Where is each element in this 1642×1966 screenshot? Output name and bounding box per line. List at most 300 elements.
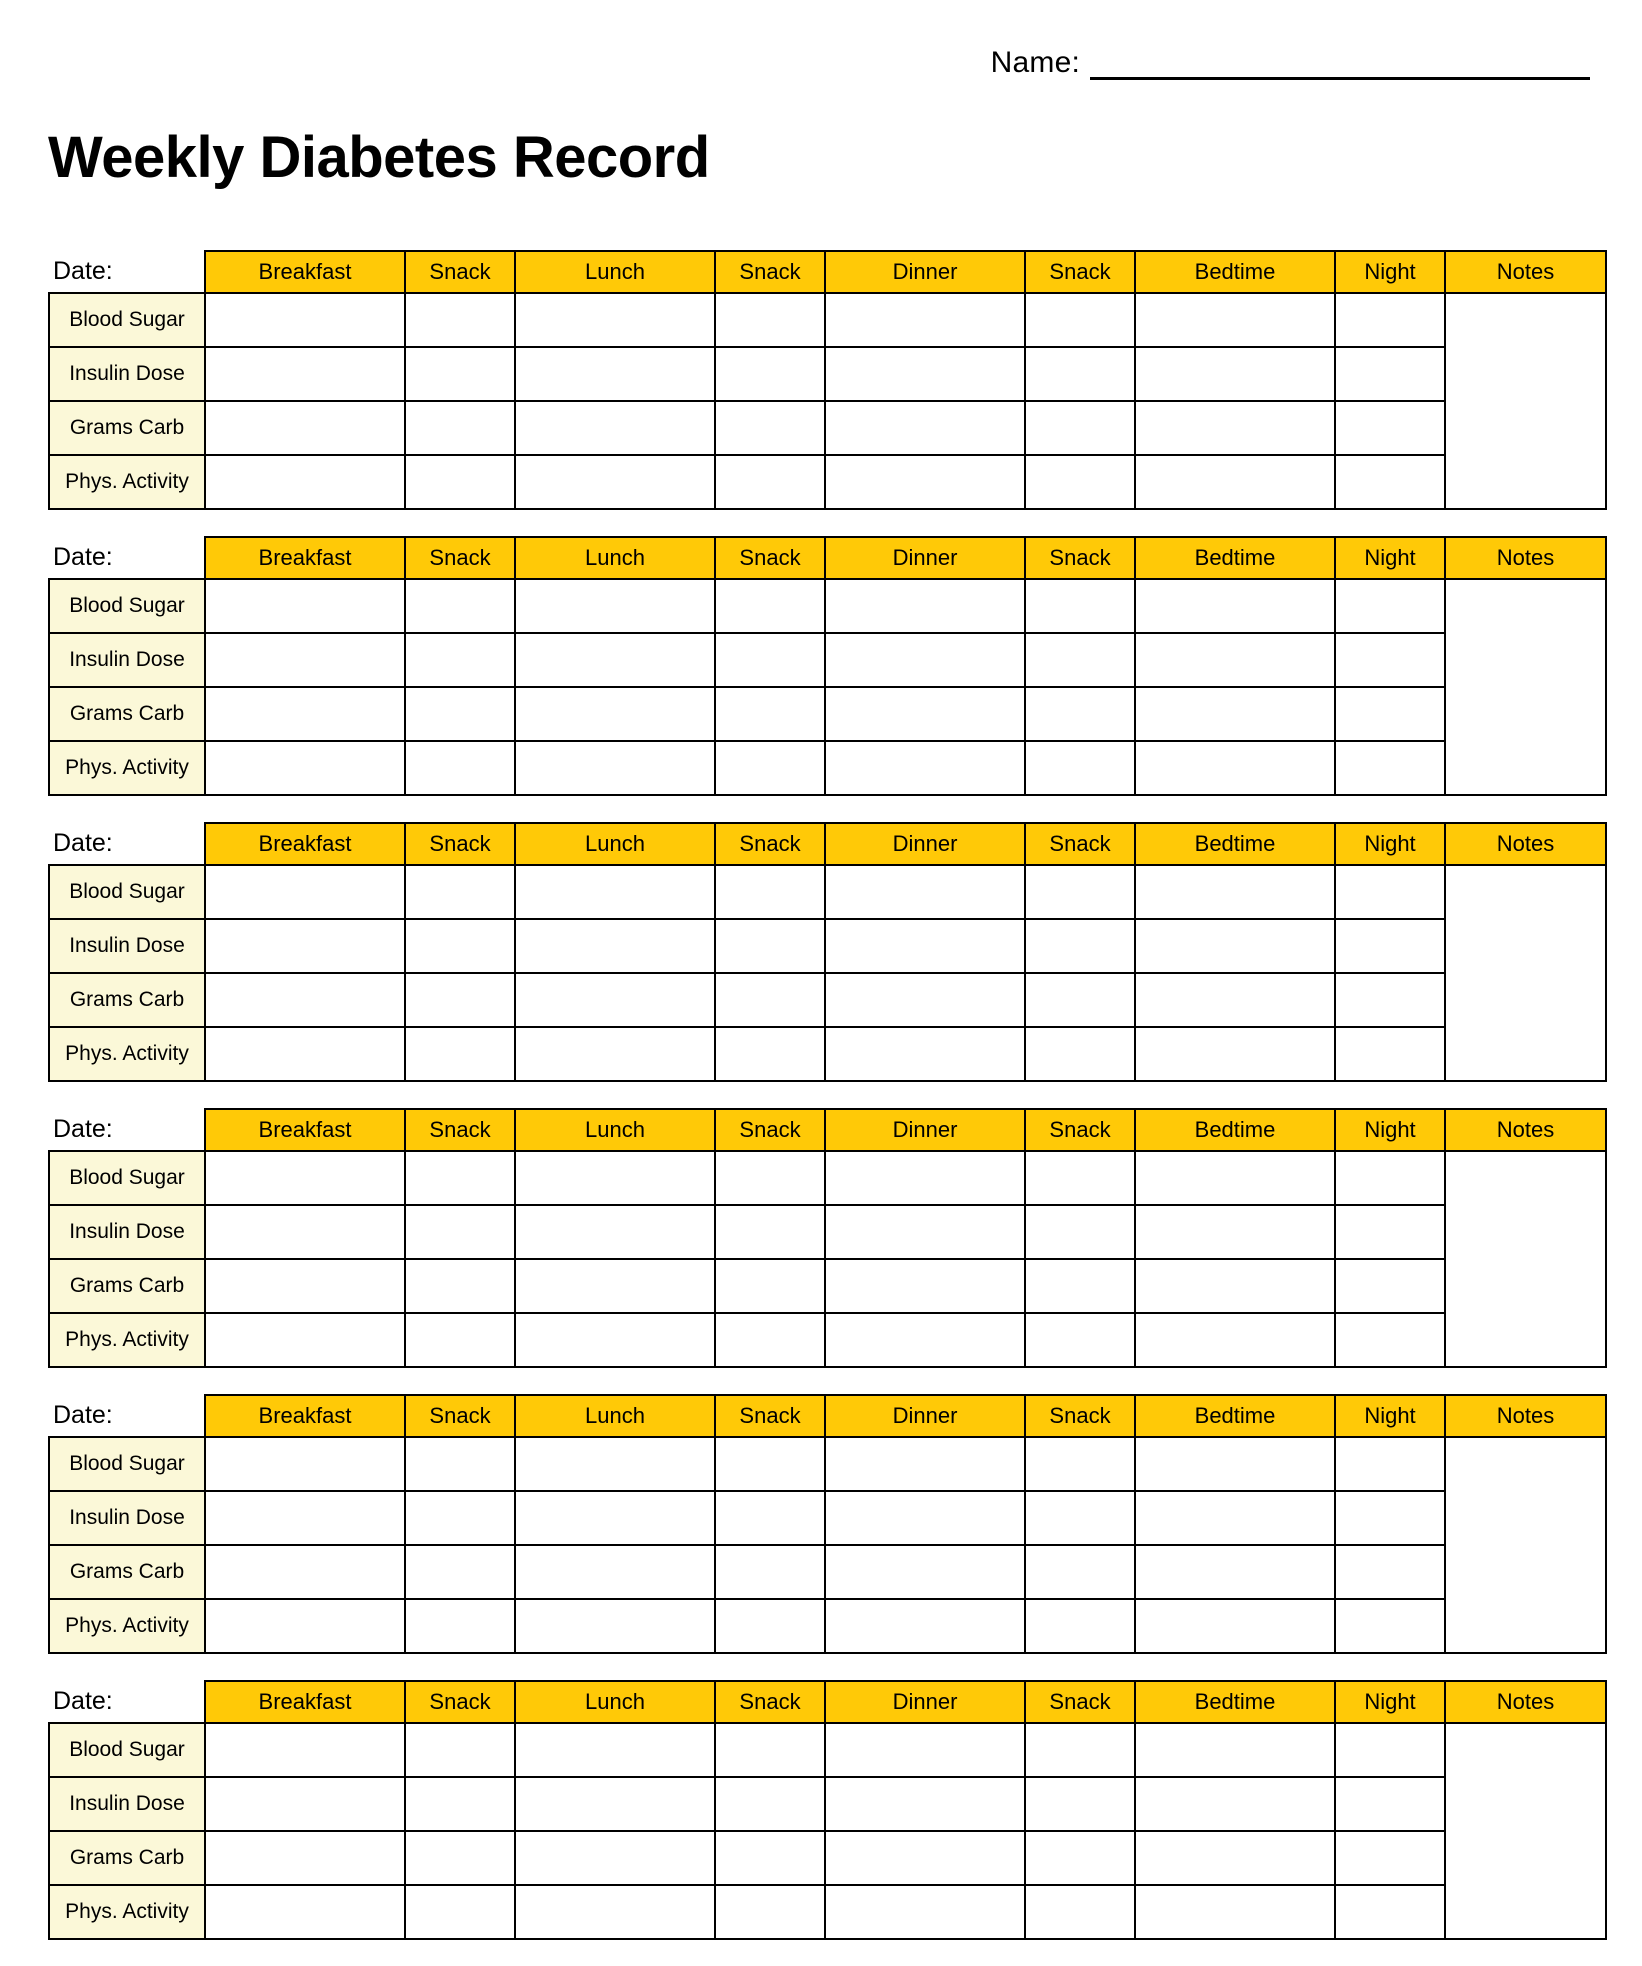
table-row [49, 687, 1606, 741]
column-header-bedtime: Bedtime [1135, 251, 1335, 293]
entry-cell[interactable] [405, 1259, 515, 1313]
column-header-breakfast: Breakfast [205, 1109, 405, 1151]
entry-cell[interactable] [715, 1831, 825, 1885]
entry-cell[interactable] [825, 579, 1025, 633]
entry-cell[interactable] [515, 1831, 715, 1885]
row-label-blood-sugar: Blood Sugar [49, 1723, 205, 1777]
notes-entry-cell[interactable] [1445, 1777, 1606, 1831]
entry-cell[interactable] [205, 1723, 405, 1777]
entry-cell[interactable] [1135, 1831, 1335, 1885]
column-header-lunch: Lunch [515, 251, 715, 293]
notes-entry-cell[interactable] [1445, 1437, 1606, 1491]
entry-cell[interactable] [1335, 1491, 1445, 1545]
column-header-lunch: Lunch [515, 1395, 715, 1437]
table-row [49, 1313, 1606, 1367]
table-row [49, 973, 1606, 1027]
row-label-phys--activity: Phys. Activity [49, 741, 205, 795]
table-row [49, 1885, 1606, 1939]
entry-cell[interactable] [1025, 1491, 1135, 1545]
entry-cell[interactable] [825, 1831, 1025, 1885]
entry-cell[interactable] [1025, 1831, 1135, 1885]
table-header-row [49, 823, 1606, 865]
entry-cell[interactable] [1025, 455, 1135, 509]
entry-cell[interactable] [1135, 1599, 1335, 1653]
table-row [49, 401, 1606, 455]
column-header-snack: Snack [1025, 823, 1135, 865]
entry-cell[interactable] [1335, 633, 1445, 687]
entry-cell[interactable] [1135, 741, 1335, 795]
entry-cell[interactable] [715, 919, 825, 973]
table-row [49, 1831, 1606, 1885]
entry-cell[interactable] [1025, 1885, 1135, 1939]
entry-cell[interactable] [515, 1545, 715, 1599]
entry-cell[interactable] [205, 293, 405, 347]
date-label[interactable]: Date: [49, 1395, 205, 1437]
column-header-dinner: Dinner [825, 823, 1025, 865]
entry-cell[interactable] [825, 1723, 1025, 1777]
entry-cell[interactable] [405, 1831, 515, 1885]
entry-cell[interactable] [715, 687, 825, 741]
entry-cell[interactable] [715, 293, 825, 347]
entry-cell[interactable] [1135, 1723, 1335, 1777]
entry-cell[interactable] [1025, 1599, 1135, 1653]
column-header-lunch: Lunch [515, 1109, 715, 1151]
entry-cell[interactable] [515, 973, 715, 1027]
entry-cell[interactable] [405, 1777, 515, 1831]
entry-cell[interactable] [205, 1205, 405, 1259]
entry-cell[interactable] [1025, 579, 1135, 633]
entry-cell[interactable] [1135, 1777, 1335, 1831]
table-row [49, 579, 1606, 633]
column-header-breakfast: Breakfast [205, 1395, 405, 1437]
entry-cell[interactable] [825, 1491, 1025, 1545]
table-row [49, 1723, 1606, 1777]
entry-cell[interactable] [825, 687, 1025, 741]
entry-cell[interactable] [1335, 1831, 1445, 1885]
table-header-row [49, 1109, 1606, 1151]
entry-cell[interactable] [405, 865, 515, 919]
entry-cell[interactable] [1135, 1313, 1335, 1367]
row-label-grams-carb: Grams Carb [49, 687, 205, 741]
entry-cell[interactable] [1335, 1027, 1445, 1081]
entry-cell[interactable] [825, 455, 1025, 509]
column-header-snack: Snack [1025, 1109, 1135, 1151]
entry-cell[interactable] [825, 1777, 1025, 1831]
entry-cell[interactable] [515, 1885, 715, 1939]
entry-cell[interactable] [205, 741, 405, 795]
entry-cell[interactable] [1335, 1599, 1445, 1653]
entry-cell[interactable] [515, 455, 715, 509]
entry-cell[interactable] [515, 1259, 715, 1313]
entry-cell[interactable] [515, 919, 715, 973]
entry-cell[interactable] [205, 865, 405, 919]
entry-cell[interactable] [205, 1885, 405, 1939]
entry-cell[interactable] [1335, 1545, 1445, 1599]
entry-cell[interactable] [1335, 973, 1445, 1027]
column-header-night: Night [1335, 1681, 1445, 1723]
entry-cell[interactable] [515, 1599, 715, 1653]
entry-cell[interactable] [405, 741, 515, 795]
entry-cell[interactable] [405, 1437, 515, 1491]
notes-entry-cell[interactable] [1445, 401, 1606, 455]
entry-cell[interactable] [405, 1205, 515, 1259]
row-label-insulin-dose: Insulin Dose [49, 1491, 205, 1545]
entry-cell[interactable] [515, 633, 715, 687]
entry-cell[interactable] [715, 1027, 825, 1081]
entry-cell[interactable] [1025, 865, 1135, 919]
table-row [49, 1151, 1606, 1205]
column-header-night: Night [1335, 1109, 1445, 1151]
entry-cell[interactable] [205, 633, 405, 687]
notes-entry-cell[interactable] [1445, 1599, 1606, 1653]
day-record-table [48, 536, 1607, 796]
entry-cell[interactable] [1135, 1437, 1335, 1491]
entry-cell[interactable] [1335, 401, 1445, 455]
entry-cell[interactable] [1335, 579, 1445, 633]
entry-cell[interactable] [515, 347, 715, 401]
entry-cell[interactable] [825, 865, 1025, 919]
entry-cell[interactable] [405, 1599, 515, 1653]
table-row [49, 1491, 1606, 1545]
entry-cell[interactable] [205, 1151, 405, 1205]
entry-cell[interactable] [1025, 347, 1135, 401]
entry-cell[interactable] [1025, 1545, 1135, 1599]
entry-cell[interactable] [205, 1491, 405, 1545]
entry-cell[interactable] [405, 633, 515, 687]
entry-cell[interactable] [1135, 1545, 1335, 1599]
entry-cell[interactable] [1135, 687, 1335, 741]
notes-entry-cell[interactable] [1445, 1313, 1606, 1367]
entry-cell[interactable] [205, 1831, 405, 1885]
record-tables [48, 250, 1605, 1966]
entry-cell[interactable] [715, 1313, 825, 1367]
entry-cell[interactable] [825, 1885, 1025, 1939]
entry-cell[interactable] [205, 919, 405, 973]
table-row [49, 1259, 1606, 1313]
entry-cell[interactable] [405, 347, 515, 401]
notes-entry-cell[interactable] [1445, 347, 1606, 401]
notes-entry-cell[interactable] [1445, 1491, 1606, 1545]
entry-cell[interactable] [1025, 1437, 1135, 1491]
entry-cell[interactable] [1135, 293, 1335, 347]
entry-cell[interactable] [1335, 347, 1445, 401]
entry-cell[interactable] [1025, 1313, 1135, 1367]
entry-cell[interactable] [405, 455, 515, 509]
date-label[interactable]: Date: [49, 537, 205, 579]
column-header-breakfast: Breakfast [205, 823, 405, 865]
entry-cell[interactable] [405, 401, 515, 455]
entry-cell[interactable] [825, 293, 1025, 347]
table-header-row [49, 251, 1606, 293]
entry-cell[interactable] [1025, 1151, 1135, 1205]
column-header-bedtime: Bedtime [1135, 1681, 1335, 1723]
notes-entry-cell[interactable] [1445, 633, 1606, 687]
entry-cell[interactable] [515, 1437, 715, 1491]
entry-cell[interactable] [515, 401, 715, 455]
entry-cell[interactable] [205, 1027, 405, 1081]
notes-entry-cell[interactable] [1445, 919, 1606, 973]
entry-cell[interactable] [405, 579, 515, 633]
entry-cell[interactable] [405, 1723, 515, 1777]
notes-entry-cell[interactable] [1445, 1205, 1606, 1259]
entry-cell[interactable] [405, 1545, 515, 1599]
entry-cell[interactable] [1335, 1885, 1445, 1939]
column-header-snack: Snack [715, 1395, 825, 1437]
notes-entry-cell[interactable] [1445, 1027, 1606, 1081]
column-header-breakfast: Breakfast [205, 251, 405, 293]
row-label-phys--activity: Phys. Activity [49, 1599, 205, 1653]
entry-cell[interactable] [825, 1027, 1025, 1081]
entry-cell[interactable] [405, 1491, 515, 1545]
entry-cell[interactable] [1135, 633, 1335, 687]
entry-cell[interactable] [205, 401, 405, 455]
entry-cell[interactable] [825, 1259, 1025, 1313]
entry-cell[interactable] [715, 1723, 825, 1777]
row-label-insulin-dose: Insulin Dose [49, 1205, 205, 1259]
entry-cell[interactable] [1025, 1777, 1135, 1831]
row-label-insulin-dose: Insulin Dose [49, 1777, 205, 1831]
entry-cell[interactable] [405, 293, 515, 347]
entry-cell[interactable] [405, 1027, 515, 1081]
table-row [49, 1777, 1606, 1831]
entry-cell[interactable] [715, 455, 825, 509]
entry-cell[interactable] [1135, 579, 1335, 633]
entry-cell[interactable] [1335, 455, 1445, 509]
entry-cell[interactable] [825, 1437, 1025, 1491]
row-label-phys--activity: Phys. Activity [49, 455, 205, 509]
entry-cell[interactable] [205, 1259, 405, 1313]
entry-cell[interactable] [1335, 865, 1445, 919]
entry-cell[interactable] [715, 1885, 825, 1939]
entry-cell[interactable] [515, 1313, 715, 1367]
column-header-bedtime: Bedtime [1135, 823, 1335, 865]
entry-cell[interactable] [205, 1437, 405, 1491]
entry-cell[interactable] [1025, 633, 1135, 687]
entry-cell[interactable] [1135, 1151, 1335, 1205]
entry-cell[interactable] [1025, 687, 1135, 741]
entry-cell[interactable] [1135, 1885, 1335, 1939]
notes-entry-cell[interactable] [1445, 293, 1606, 347]
entry-cell[interactable] [405, 1151, 515, 1205]
notes-entry-cell[interactable] [1445, 865, 1606, 919]
notes-entry-cell[interactable] [1445, 687, 1606, 741]
column-header-bedtime: Bedtime [1135, 1109, 1335, 1151]
entry-cell[interactable] [1335, 1151, 1445, 1205]
day-record-table [48, 1394, 1607, 1654]
entry-cell[interactable] [205, 1313, 405, 1367]
entry-cell[interactable] [715, 347, 825, 401]
entry-cell[interactable] [825, 1545, 1025, 1599]
entry-cell[interactable] [825, 401, 1025, 455]
entry-cell[interactable] [715, 1437, 825, 1491]
entry-cell[interactable] [715, 1259, 825, 1313]
entry-cell[interactable] [825, 633, 1025, 687]
entry-cell[interactable] [1335, 1723, 1445, 1777]
notes-entry-cell[interactable] [1445, 579, 1606, 633]
entry-cell[interactable] [205, 579, 405, 633]
row-label-phys--activity: Phys. Activity [49, 1027, 205, 1081]
entry-cell[interactable] [1025, 401, 1135, 455]
entry-cell[interactable] [515, 579, 715, 633]
entry-cell[interactable] [1135, 1205, 1335, 1259]
entry-cell[interactable] [205, 1777, 405, 1831]
entry-cell[interactable] [1335, 293, 1445, 347]
date-label[interactable]: Date: [49, 251, 205, 293]
notes-entry-cell[interactable] [1445, 1545, 1606, 1599]
entry-cell[interactable] [515, 293, 715, 347]
date-label[interactable]: Date: [49, 1109, 205, 1151]
table-row [49, 741, 1606, 795]
column-header-snack: Snack [405, 251, 515, 293]
entry-cell[interactable] [715, 1777, 825, 1831]
entry-cell[interactable] [715, 1205, 825, 1259]
table-row [49, 293, 1606, 347]
entry-cell[interactable] [515, 865, 715, 919]
entry-cell[interactable] [405, 973, 515, 1027]
notes-entry-cell[interactable] [1445, 455, 1606, 509]
entry-cell[interactable] [1335, 1437, 1445, 1491]
entry-cell[interactable] [1135, 865, 1335, 919]
entry-cell[interactable] [715, 579, 825, 633]
entry-cell[interactable] [515, 1723, 715, 1777]
notes-entry-cell[interactable] [1445, 973, 1606, 1027]
entry-cell[interactable] [1135, 455, 1335, 509]
entry-cell[interactable] [825, 1313, 1025, 1367]
entry-cell[interactable] [825, 1205, 1025, 1259]
row-label-grams-carb: Grams Carb [49, 401, 205, 455]
entry-cell[interactable] [405, 919, 515, 973]
table-row [49, 919, 1606, 973]
table-row [49, 1599, 1606, 1653]
entry-cell[interactable] [715, 1545, 825, 1599]
entry-cell[interactable] [715, 973, 825, 1027]
entry-cell[interactable] [1025, 741, 1135, 795]
entry-cell[interactable] [205, 347, 405, 401]
entry-cell[interactable] [205, 687, 405, 741]
entry-cell[interactable] [825, 1599, 1025, 1653]
column-header-snack: Snack [1025, 1681, 1135, 1723]
entry-cell[interactable] [825, 973, 1025, 1027]
column-header-lunch: Lunch [515, 537, 715, 579]
entry-cell[interactable] [1025, 293, 1135, 347]
entry-cell[interactable] [405, 1885, 515, 1939]
row-label-insulin-dose: Insulin Dose [49, 633, 205, 687]
notes-entry-cell[interactable] [1445, 1259, 1606, 1313]
entry-cell[interactable] [1335, 687, 1445, 741]
entry-cell[interactable] [1025, 1205, 1135, 1259]
notes-entry-cell[interactable] [1445, 1723, 1606, 1777]
row-label-blood-sugar: Blood Sugar [49, 1437, 205, 1491]
row-label-blood-sugar: Blood Sugar [49, 579, 205, 633]
entry-cell[interactable] [825, 919, 1025, 973]
entry-cell[interactable] [1335, 1313, 1445, 1367]
entry-cell[interactable] [205, 973, 405, 1027]
table-row [49, 865, 1606, 919]
entry-cell[interactable] [515, 687, 715, 741]
row-label-phys--activity: Phys. Activity [49, 1885, 205, 1939]
entry-cell[interactable] [1335, 1259, 1445, 1313]
entry-cell[interactable] [715, 865, 825, 919]
entry-cell[interactable] [1135, 1027, 1335, 1081]
entry-cell[interactable] [205, 455, 405, 509]
column-header-notes: Notes [1445, 823, 1606, 865]
column-header-bedtime: Bedtime [1135, 1395, 1335, 1437]
table-row [49, 633, 1606, 687]
entry-cell[interactable] [1335, 919, 1445, 973]
entry-cell[interactable] [405, 1313, 515, 1367]
entry-cell[interactable] [715, 1491, 825, 1545]
entry-cell[interactable] [1135, 401, 1335, 455]
row-label-blood-sugar: Blood Sugar [49, 1151, 205, 1205]
entry-cell[interactable] [1135, 973, 1335, 1027]
entry-cell[interactable] [515, 741, 715, 795]
table-row [49, 347, 1606, 401]
notes-entry-cell[interactable] [1445, 1151, 1606, 1205]
entry-cell[interactable] [1135, 1491, 1335, 1545]
column-header-dinner: Dinner [825, 537, 1025, 579]
column-header-snack: Snack [405, 1109, 515, 1151]
date-label[interactable]: Date: [49, 823, 205, 865]
column-header-breakfast: Breakfast [205, 1681, 405, 1723]
notes-entry-cell[interactable] [1445, 1885, 1606, 1939]
entry-cell[interactable] [715, 1599, 825, 1653]
entry-cell[interactable] [1335, 1205, 1445, 1259]
column-header-snack: Snack [715, 251, 825, 293]
entry-cell[interactable] [1135, 347, 1335, 401]
entry-cell[interactable] [825, 1151, 1025, 1205]
notes-entry-cell[interactable] [1445, 1831, 1606, 1885]
table-row [49, 1437, 1606, 1491]
entry-cell[interactable] [1335, 741, 1445, 795]
entry-cell[interactable] [1135, 1259, 1335, 1313]
entry-cell[interactable] [1025, 919, 1135, 973]
entry-cell[interactable] [515, 1777, 715, 1831]
entry-cell[interactable] [1025, 973, 1135, 1027]
entry-cell[interactable] [1025, 1027, 1135, 1081]
entry-cell[interactable] [825, 347, 1025, 401]
entry-cell[interactable] [515, 1205, 715, 1259]
day-record-table [48, 1680, 1607, 1940]
notes-entry-cell[interactable] [1445, 741, 1606, 795]
entry-cell[interactable] [715, 1151, 825, 1205]
entry-cell[interactable] [1335, 1777, 1445, 1831]
entry-cell[interactable] [405, 687, 515, 741]
day-record-block [48, 1108, 1605, 1368]
entry-cell[interactable] [1135, 919, 1335, 973]
entry-cell[interactable] [205, 1599, 405, 1653]
entry-cell[interactable] [205, 1545, 405, 1599]
table-row [49, 1205, 1606, 1259]
entry-cell[interactable] [515, 1151, 715, 1205]
entry-cell[interactable] [515, 1027, 715, 1081]
entry-cell[interactable] [715, 741, 825, 795]
day-record-block [48, 250, 1605, 510]
column-header-snack: Snack [715, 537, 825, 579]
entry-cell[interactable] [715, 401, 825, 455]
row-label-insulin-dose: Insulin Dose [49, 919, 205, 973]
entry-cell[interactable] [825, 741, 1025, 795]
day-record-block [48, 822, 1605, 1082]
entry-cell[interactable] [1025, 1723, 1135, 1777]
date-label[interactable]: Date: [49, 1681, 205, 1723]
entry-cell[interactable] [515, 1491, 715, 1545]
entry-cell[interactable] [1025, 1259, 1135, 1313]
table-row [49, 455, 1606, 509]
column-header-notes: Notes [1445, 1109, 1606, 1151]
entry-cell[interactable] [715, 633, 825, 687]
row-label-blood-sugar: Blood Sugar [49, 865, 205, 919]
name-input-line[interactable] [1090, 47, 1590, 80]
